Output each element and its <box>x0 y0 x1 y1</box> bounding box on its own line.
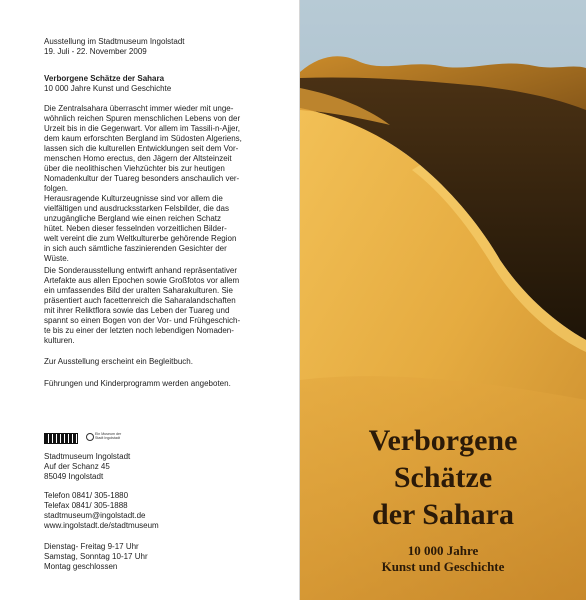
contact-fax: Telefax 0841/ 305-1888 <box>44 501 128 510</box>
cover-panel <box>300 0 586 600</box>
description-line: te bis zu einer der letzten noch lebendigen Nomaden- <box>44 326 234 335</box>
tours-note: Führungen und Kinderprogramm werden angeboten. <box>44 379 231 388</box>
description-line: Herausragende Kulturzeugnisse sind vor allem die <box>44 194 223 203</box>
museum-logo <box>86 432 124 442</box>
cover-title-block <box>300 422 586 575</box>
description-line: wöhnlich reichen Spuren menschlichen Lebens von der <box>44 114 241 123</box>
description-line: hütet. Neben dieser fesselnden vorzeitlichen Bilder- <box>44 224 227 233</box>
description-line: vielfältigen und ausdrucksstarken Felsbilder, die das <box>44 204 229 213</box>
hours-closed: Montag geschlossen <box>44 562 118 571</box>
description-line: über die neolithischen Viehzüchter bis zur heutigen <box>44 164 225 173</box>
contact-email: stadtmuseum@ingolstadt.de <box>44 511 146 520</box>
museum-emblem-icon <box>86 433 94 441</box>
hours-weekend: Samstag, Sonntag 10-17 Uhr <box>44 552 148 561</box>
description-line: menschen Homo erectus, den Jägern der Altsteinzeit <box>44 154 232 163</box>
cover-title-line: Schätze <box>393 461 493 494</box>
description-line: Artefakte aus allen Epochen sowie Großfotos vor allem <box>44 276 240 285</box>
description-line: in sich auch sämtliche faszinierenden Gesichter der <box>44 244 227 253</box>
description-line: spannt so einen Bogen von der Vor- und Frühgeschich- <box>44 316 241 325</box>
contact-street: Auf der Schanz 45 <box>44 462 110 471</box>
hours-weekdays: Dienstag- Freitag 9-17 Uhr <box>44 542 139 551</box>
description-line: kulturen. <box>44 336 75 345</box>
museum-logo-text: Ein Museum der Stadt Ingolstadt <box>95 432 122 441</box>
contact-web: www.ingolstadt.de/stadtmuseum <box>44 521 159 530</box>
description-line: Urzeit bis in die Gegenwart. Vor allem im Tassili-n-Ajjer, <box>44 124 240 133</box>
description-line: dem kaum erforschten Bergland im Südosten Algeriens, <box>44 134 242 143</box>
catalog-note: Zur Ausstellung erscheint ein Begleitbuch. <box>44 357 193 366</box>
description-line: mit ihrer Reliktflora sowie das Leben der Tuareg und <box>44 306 230 315</box>
description-line: Wüste. <box>44 254 69 263</box>
description-line: präsentiert auch facettenreich die Saharalandschaften <box>44 296 236 305</box>
description-line: Nomadenkultur der Tuareg besonders anschaulich ver- <box>44 174 240 183</box>
cover-subtitle-line: 10 000 Jahre <box>407 543 479 558</box>
exhibit-venue: Ausstellung im Stadtmuseum Ingolstadt <box>44 37 185 46</box>
city-logo <box>44 433 78 444</box>
description-line: welt vereint die zum Weltkulturerbe gehörende Region <box>44 234 237 243</box>
cover-title-line: Verborgene <box>368 424 518 457</box>
contact-phone: Telefon 0841/ 305-1880 <box>44 491 129 500</box>
cover-subtitle-line: Kunst und Geschichte <box>381 559 505 574</box>
contact-city: 85049 Ingolstadt <box>44 472 104 481</box>
cover-title-line: der Sahara <box>372 498 514 531</box>
contact-name: Stadtmuseum Ingolstadt <box>44 452 131 461</box>
exhibit-dates: 19. Juli - 22. November 2009 <box>44 47 147 56</box>
description-line: unzugängliche Bergland wie einen reichen Schatz <box>44 214 222 223</box>
description-line: Die Zentralsahara überrascht immer wieder mit unge- <box>44 104 234 113</box>
exhibit-title: Verborgene Schätze der Sahara <box>44 74 165 83</box>
exhibit-subtitle: 10 000 Jahre Kunst und Geschichte <box>44 84 172 93</box>
description-line: ein umfassendes Bild der uralten Saharakulturen. Sie <box>44 286 233 295</box>
description-line: Die Sonderausstellung entwirft anhand repräsentativer <box>44 266 238 275</box>
description-line: lassen sich die kulturellen Entwicklungen seit dem Vor- <box>44 144 239 153</box>
description-line: folgen. <box>44 184 69 193</box>
